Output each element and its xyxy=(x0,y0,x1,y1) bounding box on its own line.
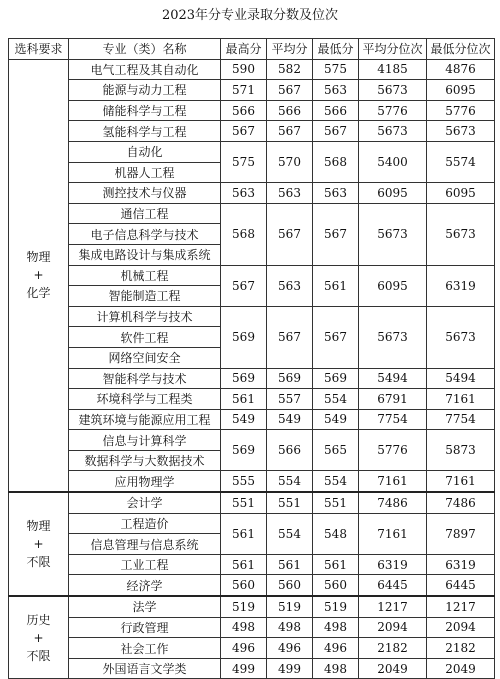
max-score-cell: 567 xyxy=(221,265,267,306)
requirement-line: 物理 xyxy=(26,519,51,534)
table-row xyxy=(9,141,495,162)
major-name-cell: 机械工程 xyxy=(69,265,221,286)
major-name-cell: 外国语言文学类 xyxy=(69,658,221,679)
min-score-cell: 566 xyxy=(313,100,359,121)
min-score-cell: 568 xyxy=(313,141,359,182)
table-row xyxy=(9,183,495,204)
min-score-cell: 575 xyxy=(313,59,359,80)
avg-score-cell: 499 xyxy=(267,658,313,679)
min-rank-cell: 2182 xyxy=(427,638,495,659)
avg-rank-cell: 7161 xyxy=(359,513,427,554)
min-rank-cell: 5494 xyxy=(427,368,495,389)
avg-rank-cell: 7161 xyxy=(359,471,427,492)
table-row xyxy=(9,575,495,596)
avg-rank-cell: 5673 xyxy=(359,306,427,368)
page-title: 2023年分专业录取分数及位次 xyxy=(161,8,339,23)
major-name-cell: 应用物理学 xyxy=(69,471,221,492)
avg-score-cell: 496 xyxy=(267,638,313,659)
column-header-major: 专业（类）名称 xyxy=(69,39,221,60)
avg-rank-cell: 6319 xyxy=(359,554,427,575)
avg-score-cell: 554 xyxy=(267,513,313,554)
avg-score-cell: 551 xyxy=(267,492,313,513)
avg-score-cell: 519 xyxy=(267,596,313,617)
table-row xyxy=(9,306,495,327)
column-header-avg: 平均分 xyxy=(267,39,313,60)
min-score-cell: 567 xyxy=(313,121,359,142)
min-rank-cell: 4876 xyxy=(427,59,495,80)
min-rank-cell: 7897 xyxy=(427,513,495,554)
min-rank-cell: 7161 xyxy=(427,471,495,492)
major-name-cell: 建筑环境与能源应用工程 xyxy=(69,409,221,430)
column-header-avg-rank: 平均分位次 xyxy=(359,39,427,60)
requirement-line: 化学 xyxy=(26,286,51,301)
avg-rank-cell: 7486 xyxy=(359,492,427,513)
table-row xyxy=(9,513,495,534)
avg-rank-cell: 6791 xyxy=(359,389,427,410)
major-name-cell: 集成电路设计与集成系统 xyxy=(69,244,221,265)
min-rank-cell: 6095 xyxy=(427,80,495,101)
avg-rank-cell: 5776 xyxy=(359,100,427,121)
major-name-cell: 法学 xyxy=(69,596,221,617)
min-score-cell: 498 xyxy=(313,658,359,679)
major-name-cell: 计算机科学与技术 xyxy=(69,306,221,327)
major-name-cell: 电气工程及其自动化 xyxy=(69,59,221,80)
min-rank-cell: 6445 xyxy=(427,575,495,596)
table-header-row xyxy=(9,39,495,60)
min-rank-cell: 2094 xyxy=(427,617,495,638)
min-rank-cell: 5776 xyxy=(427,100,495,121)
min-score-cell: 567 xyxy=(313,203,359,265)
major-name-cell: 智能科学与技术 xyxy=(69,368,221,389)
table-row xyxy=(9,203,495,224)
major-name-cell: 信息与计算科学 xyxy=(69,430,221,451)
min-rank-cell: 5574 xyxy=(427,141,495,182)
avg-score-cell: 567 xyxy=(267,80,313,101)
max-score-cell: 566 xyxy=(221,100,267,121)
min-rank-cell: 2049 xyxy=(427,658,495,679)
avg-rank-cell: 6445 xyxy=(359,575,427,596)
max-score-cell: 555 xyxy=(221,471,267,492)
max-score-cell: 561 xyxy=(221,513,267,554)
max-score-cell: 567 xyxy=(221,121,267,142)
requirement-line: + xyxy=(33,630,44,645)
avg-score-cell: 563 xyxy=(267,183,313,204)
requirement-line: 历史 xyxy=(26,612,51,627)
max-score-cell: 519 xyxy=(221,596,267,617)
avg-rank-cell: 1217 xyxy=(359,596,427,617)
requirement-line: 不限 xyxy=(26,648,51,663)
avg-score-cell: 557 xyxy=(267,389,313,410)
table-row xyxy=(9,471,495,492)
min-rank-cell: 5673 xyxy=(427,121,495,142)
column-header-requirement: 选科要求 xyxy=(9,39,69,60)
min-score-cell: 551 xyxy=(313,492,359,513)
column-header-max: 最高分 xyxy=(221,39,267,60)
major-name-cell: 社会工作 xyxy=(69,638,221,659)
avg-rank-cell: 2094 xyxy=(359,617,427,638)
avg-score-cell: 561 xyxy=(267,554,313,575)
avg-rank-cell: 2182 xyxy=(359,638,427,659)
column-header-min-rank: 最低分位次 xyxy=(427,39,495,60)
min-score-cell: 561 xyxy=(313,554,359,575)
major-name-cell: 会计学 xyxy=(69,492,221,513)
max-score-cell: 549 xyxy=(221,409,267,430)
table-row xyxy=(9,596,495,617)
major-name-cell: 自动化 xyxy=(69,141,221,162)
major-name-cell: 通信工程 xyxy=(69,203,221,224)
min-score-cell: 563 xyxy=(313,183,359,204)
table-row xyxy=(9,430,495,451)
requirement-line: 不限 xyxy=(26,555,51,570)
max-score-cell: 499 xyxy=(221,658,267,679)
avg-score-cell: 567 xyxy=(267,203,313,265)
min-rank-cell: 7754 xyxy=(427,409,495,430)
max-score-cell: 590 xyxy=(221,59,267,80)
major-name-cell: 能源与动力工程 xyxy=(69,80,221,101)
requirement-cell xyxy=(9,492,69,596)
avg-score-cell: 566 xyxy=(267,430,313,471)
min-rank-cell: 6319 xyxy=(427,554,495,575)
avg-rank-cell: 5673 xyxy=(359,203,427,265)
major-name-cell: 数据科学与大数据技术 xyxy=(69,450,221,471)
min-rank-cell: 6095 xyxy=(427,183,495,204)
avg-rank-cell: 5494 xyxy=(359,368,427,389)
major-name-cell: 经济学 xyxy=(69,575,221,596)
major-name-cell: 机器人工程 xyxy=(69,162,221,183)
table-row xyxy=(9,100,495,121)
avg-score-cell: 549 xyxy=(267,409,313,430)
max-score-cell: 498 xyxy=(221,617,267,638)
avg-rank-cell: 5776 xyxy=(359,430,427,471)
max-score-cell: 563 xyxy=(221,183,267,204)
min-score-cell: 567 xyxy=(313,306,359,368)
requirement-line: 物理 xyxy=(26,250,51,265)
table-row xyxy=(9,409,495,430)
avg-score-cell: 498 xyxy=(267,617,313,638)
avg-score-cell: 563 xyxy=(267,265,313,306)
min-score-cell: 561 xyxy=(313,265,359,306)
max-score-cell: 569 xyxy=(221,306,267,368)
table-row xyxy=(9,59,495,80)
max-score-cell: 560 xyxy=(221,575,267,596)
major-name-cell: 测控技术与仪器 xyxy=(69,183,221,204)
table-row xyxy=(9,121,495,142)
table-row xyxy=(9,368,495,389)
min-score-cell: 569 xyxy=(313,368,359,389)
major-name-cell: 工程造价 xyxy=(69,513,221,534)
avg-score-cell: 554 xyxy=(267,471,313,492)
table-row xyxy=(9,554,495,575)
min-score-cell: 496 xyxy=(313,638,359,659)
major-name-cell: 环境科学与工程类 xyxy=(69,389,221,410)
min-rank-cell: 7486 xyxy=(427,492,495,513)
max-score-cell: 496 xyxy=(221,638,267,659)
min-rank-cell: 1217 xyxy=(427,596,495,617)
avg-score-cell: 582 xyxy=(267,59,313,80)
major-name-cell: 智能制造工程 xyxy=(69,286,221,307)
table-row xyxy=(9,638,495,659)
min-score-cell: 554 xyxy=(313,471,359,492)
min-score-cell: 548 xyxy=(313,513,359,554)
avg-score-cell: 567 xyxy=(267,121,313,142)
avg-rank-cell: 6095 xyxy=(359,183,427,204)
min-score-cell: 519 xyxy=(313,596,359,617)
avg-rank-cell: 5400 xyxy=(359,141,427,182)
max-score-cell: 571 xyxy=(221,80,267,101)
min-score-cell: 565 xyxy=(313,430,359,471)
avg-rank-cell: 2049 xyxy=(359,658,427,679)
requirement-cell xyxy=(9,59,69,492)
max-score-cell: 561 xyxy=(221,554,267,575)
min-score-cell: 560 xyxy=(313,575,359,596)
min-rank-cell: 7161 xyxy=(427,389,495,410)
table-row xyxy=(9,389,495,410)
column-header-min: 最低分 xyxy=(313,39,359,60)
max-score-cell: 561 xyxy=(221,389,267,410)
max-score-cell: 568 xyxy=(221,203,267,265)
avg-score-cell: 567 xyxy=(267,306,313,368)
table-row xyxy=(9,492,495,513)
min-score-cell: 563 xyxy=(313,80,359,101)
avg-score-cell: 560 xyxy=(267,575,313,596)
avg-rank-cell: 5673 xyxy=(359,121,427,142)
table-row xyxy=(9,265,495,286)
major-name-cell: 信息管理与信息系统 xyxy=(69,534,221,555)
major-name-cell: 软件工程 xyxy=(69,327,221,348)
avg-score-cell: 570 xyxy=(267,141,313,182)
avg-score-cell: 569 xyxy=(267,368,313,389)
min-score-cell: 498 xyxy=(313,617,359,638)
max-score-cell: 575 xyxy=(221,141,267,182)
major-name-cell: 网络空间安全 xyxy=(69,347,221,368)
max-score-cell: 551 xyxy=(221,492,267,513)
avg-score-cell: 566 xyxy=(267,100,313,121)
avg-rank-cell: 5673 xyxy=(359,80,427,101)
table-row xyxy=(9,80,495,101)
major-name-cell: 储能科学与工程 xyxy=(69,100,221,121)
score-table xyxy=(8,38,495,679)
avg-rank-cell: 4185 xyxy=(359,59,427,80)
major-name-cell: 氢能科学与工程 xyxy=(69,121,221,142)
avg-rank-cell: 6095 xyxy=(359,265,427,306)
major-name-cell: 行政管理 xyxy=(69,617,221,638)
min-rank-cell: 5673 xyxy=(427,306,495,368)
min-score-cell: 549 xyxy=(313,409,359,430)
major-name-cell: 电子信息科学与技术 xyxy=(69,224,221,245)
min-score-cell: 554 xyxy=(313,389,359,410)
requirement-cell xyxy=(9,596,69,679)
min-rank-cell: 6319 xyxy=(427,265,495,306)
table-row xyxy=(9,617,495,638)
max-score-cell: 569 xyxy=(221,368,267,389)
min-rank-cell: 5673 xyxy=(427,203,495,265)
avg-rank-cell: 7754 xyxy=(359,409,427,430)
major-name-cell: 工业工程 xyxy=(69,554,221,575)
requirement-line: + xyxy=(33,268,44,283)
requirement-line: + xyxy=(33,537,44,552)
max-score-cell: 569 xyxy=(221,430,267,471)
min-rank-cell: 5873 xyxy=(427,430,495,471)
